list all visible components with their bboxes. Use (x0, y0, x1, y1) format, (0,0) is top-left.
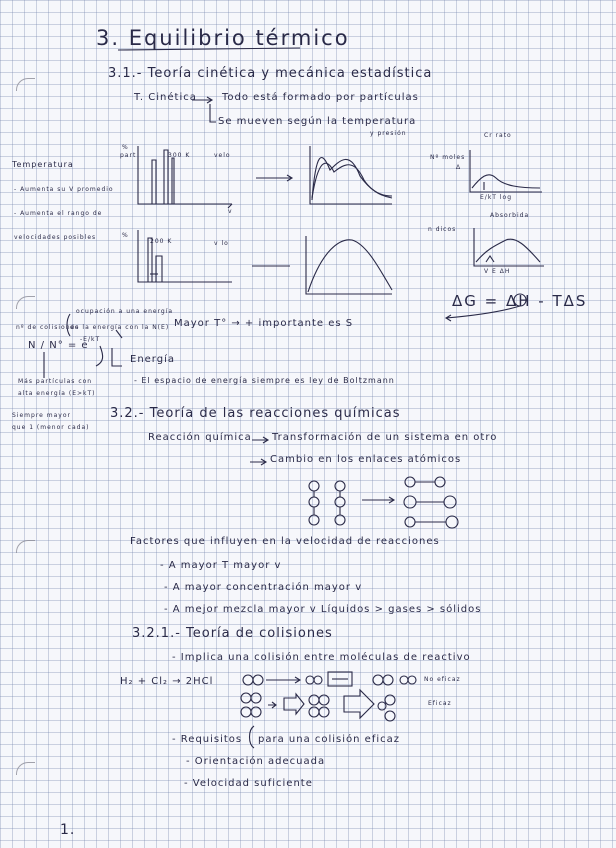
requisito-3: - Velocidad suficiente (184, 778, 313, 789)
hcl-equation: H₂ + Cl₂ → 2HCl (120, 676, 214, 687)
label-v-upper: v (228, 208, 233, 215)
label-200k: 200 K (150, 238, 173, 245)
presion-note: y presión (370, 130, 407, 137)
page-number: 1. (60, 822, 76, 838)
label-300k: 300 K (168, 152, 191, 159)
requisito-1: para una colisión eficaz (258, 734, 400, 745)
punch-hole-4 (16, 762, 35, 775)
factor-2: - A mayor concentración mayor v (164, 582, 363, 593)
implica-colision: - Implica una colisión entre moléculas de reactivo (172, 652, 471, 663)
boltzmann-annotation-3: nº de colisiones (16, 324, 80, 331)
label-delta: Δ (456, 164, 462, 171)
label-cr-rato: Cr rato (484, 132, 512, 139)
label-velo: velo (214, 152, 231, 159)
eficaz-label: Eficaz (428, 700, 452, 707)
label-velo-lower: v lo (214, 240, 229, 247)
boltzmann-exponent: -E/kT (80, 336, 101, 343)
mayor-temperatura: Mayor T° → + importante es S (174, 318, 354, 329)
axis-percent-label: % (122, 144, 129, 151)
label-absorbida: Absorbida (490, 212, 530, 219)
factor-1: - A mayor T mayor v (160, 560, 282, 571)
page-title: 3. Equilibrio térmico (96, 26, 350, 50)
section-3-1-heading: 3.1.- Teoría cinética y mecánica estadística (108, 66, 433, 81)
label-ndicos: n dicos (428, 226, 457, 233)
cinetica-label: T. Cinética (134, 92, 197, 103)
temperatura-bullet-3: velocidades posibles (14, 234, 97, 241)
movement-statement: Se mueven según la temperatura (218, 116, 417, 127)
label-axis-lower: V E ΔH (484, 268, 511, 275)
boltzmann-annotation-5: alta energía (E>kT) (18, 390, 96, 397)
espacio-energia: - El espacio de energía siempre es ley de Boltzmann (134, 376, 395, 385)
factores-heading: Factores que influyen en la velocidad de reacciones (130, 536, 440, 547)
section-3-2-1-heading: 3.2.1.- Teoría de colisiones (132, 626, 333, 641)
gibbs-formula: ΔG = ΔH - TΔS (452, 292, 588, 310)
boltzmann-annotation-1: ocupación a una energía (76, 308, 174, 315)
boltzmann-annotation-2: de la energía con la N(E) (70, 324, 170, 331)
boltzmann-equation: N / N° = e (28, 340, 89, 351)
boltzmann-annotation-6: Siempre mayor (12, 412, 71, 419)
reaccion-definition: Transformación de un sistema en otro (272, 432, 498, 443)
cinetica-statement: Todo está formado por partículas (222, 92, 419, 103)
label-n-moles: Nº moles (430, 154, 466, 161)
boltzmann-annotation-4: Más partículas con (18, 378, 93, 385)
cambio-enlaces: Cambio en los enlaces atómicos (270, 454, 462, 465)
axis-part-label: part (120, 152, 137, 159)
temperatura-bullet-1: - Aumenta su V promedio (14, 186, 114, 193)
temperatura-label: Temperatura (12, 160, 74, 169)
boltzmann-annotation-7: que 1 (menor cada) (12, 424, 90, 431)
energia-label: Energía (130, 354, 175, 365)
temperatura-bullet-2: - Aumenta el rango de (14, 210, 103, 217)
axis-percent-label-lower: % (122, 232, 129, 239)
reaccion-label: Reacción química (148, 432, 252, 443)
label-axis-upper: E/kT log (480, 194, 513, 201)
section-3-2-heading: 3.2.- Teoría de las reacciones químicas (110, 406, 401, 421)
factor-3: - A mejor mezcla mayor v Líquidos > gases > sólidos (164, 604, 482, 615)
requisitos-label: - Requisitos (172, 734, 243, 745)
requisito-2: - Orientación adecuada (186, 756, 326, 767)
no-eficaz-label: No eficaz (424, 676, 461, 683)
